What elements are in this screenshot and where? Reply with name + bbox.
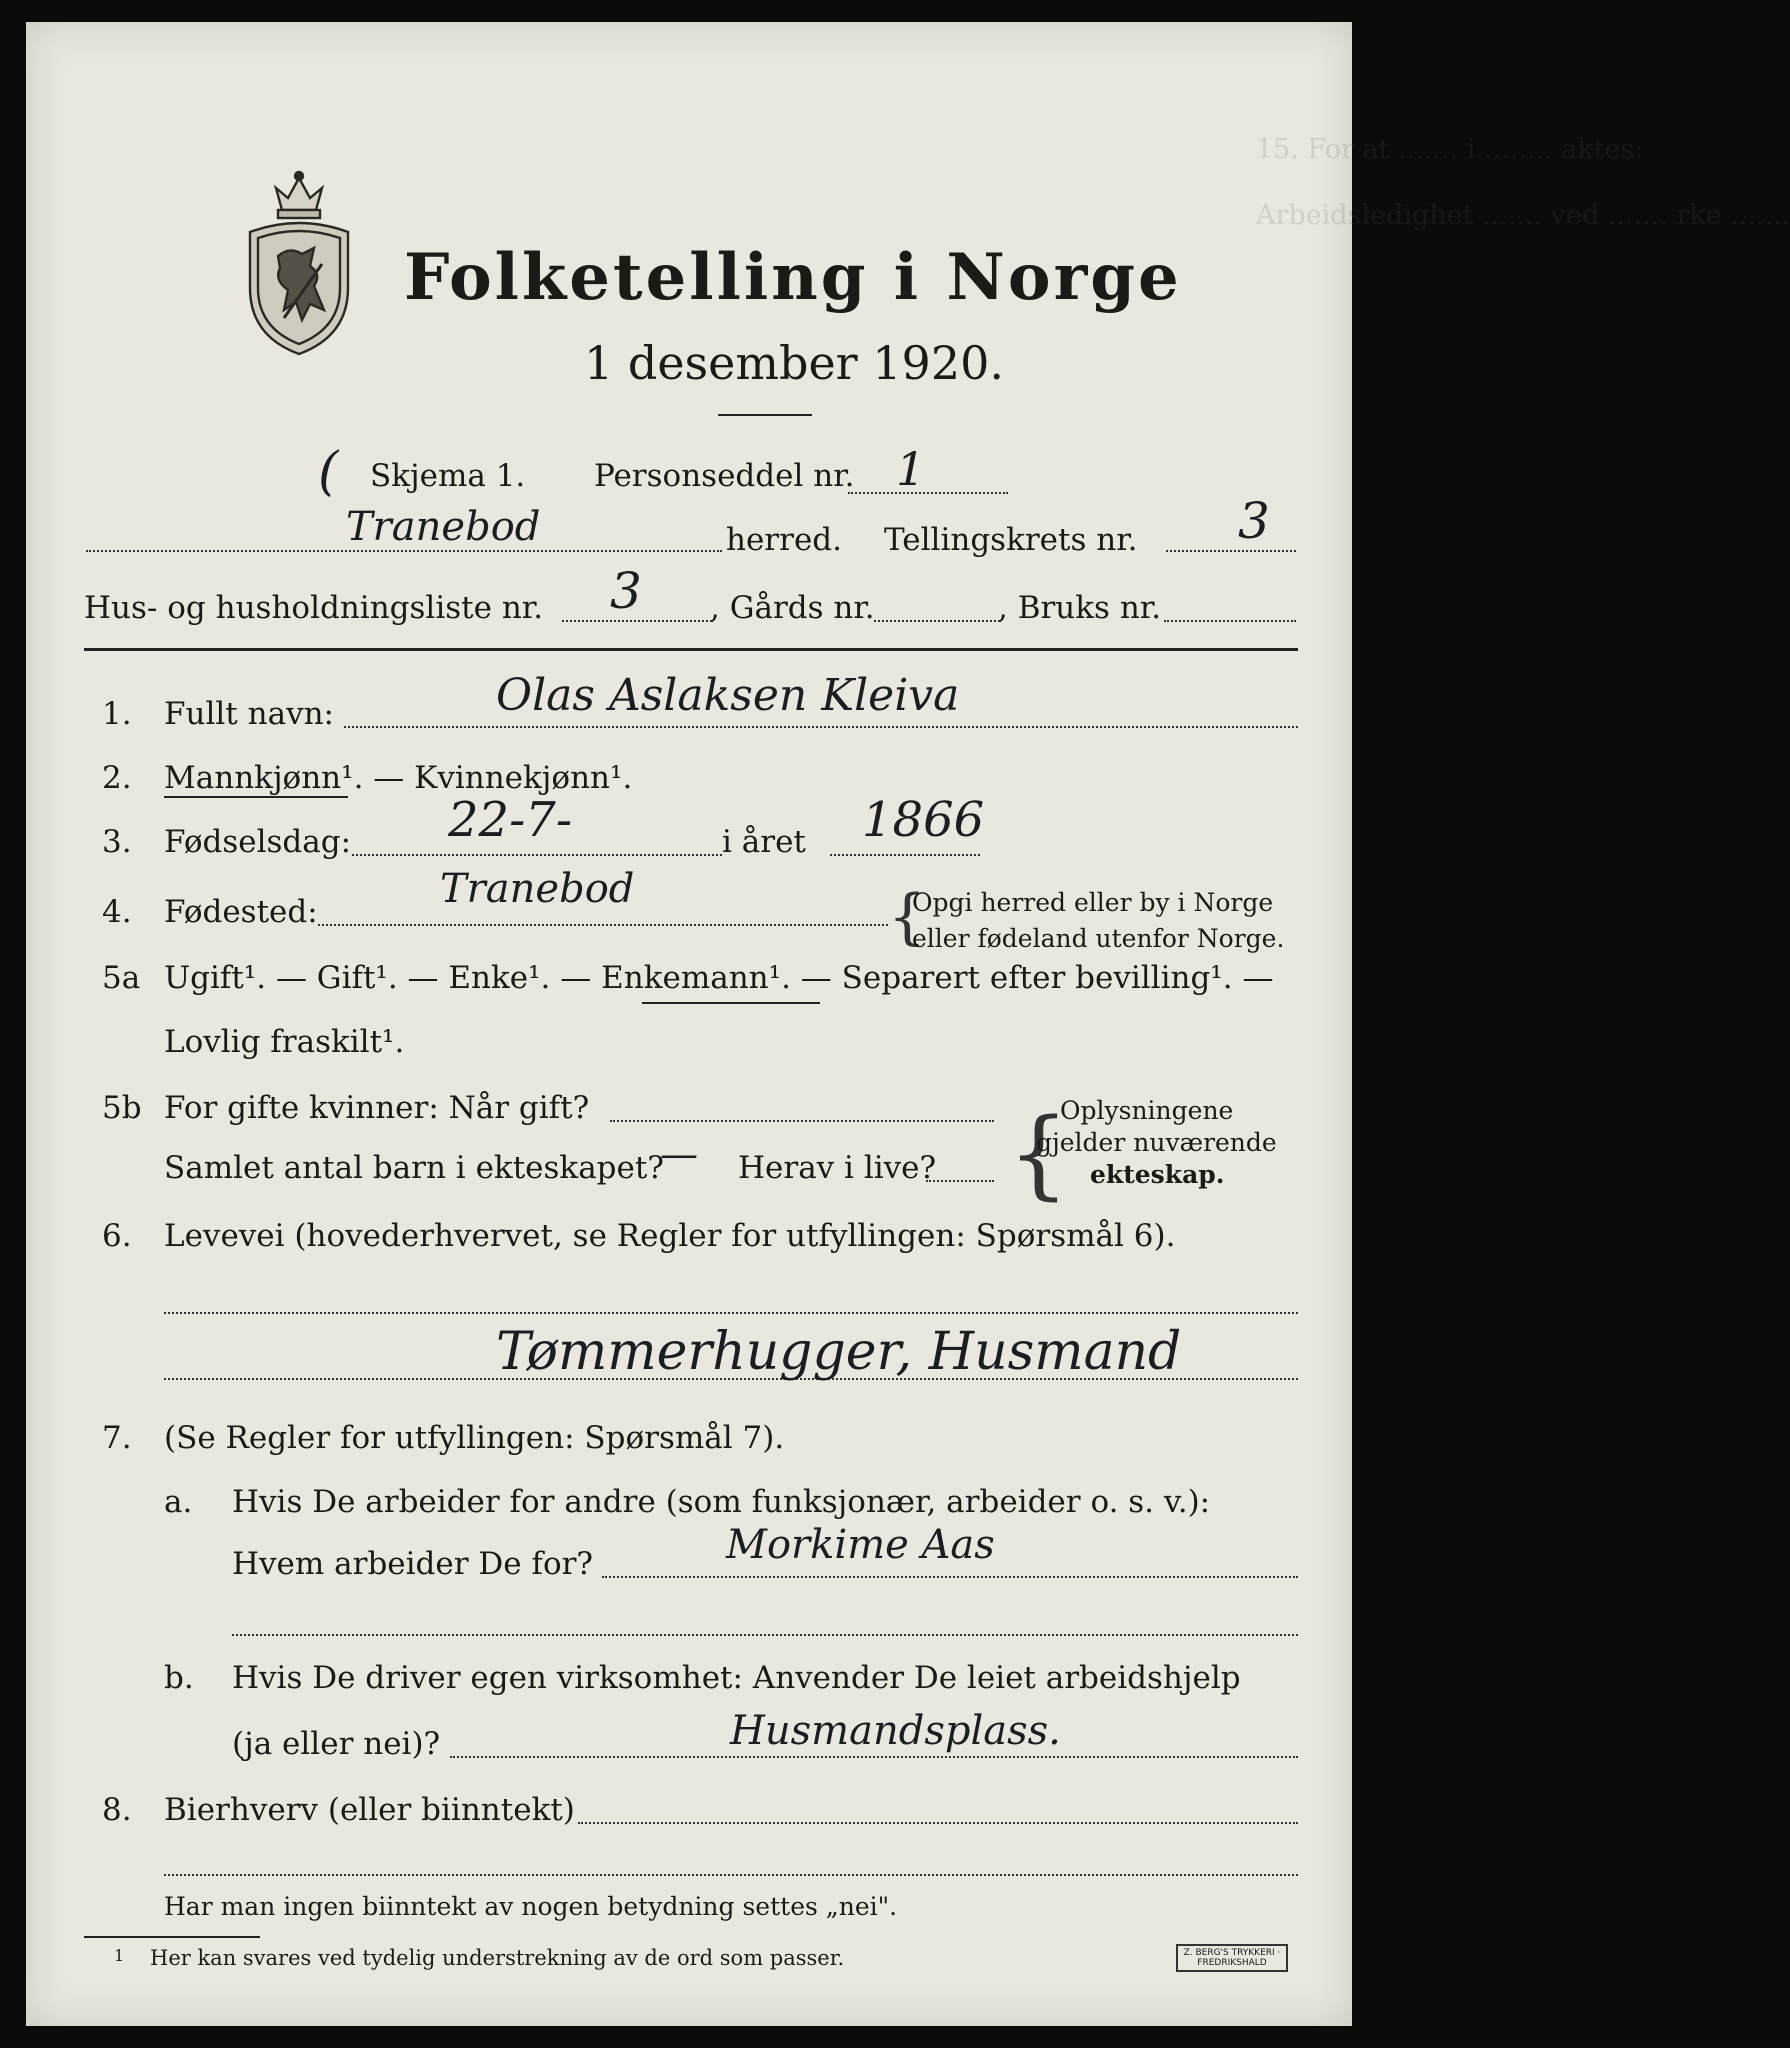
- tellingskrets-label: Tellingskrets nr.: [884, 522, 1138, 558]
- q7-number: 7.: [102, 1420, 132, 1456]
- q6-number: 6.: [102, 1218, 132, 1254]
- q4-line: [318, 924, 888, 926]
- bleed-text: 15. For at ....... i ........ aktes:: [1256, 134, 1644, 165]
- q6-value: Tømmerhugger, Husmand: [496, 1322, 1182, 1382]
- printer-stamp: Z. BERG'S TRYKKERI · FREDRIKSHALD: [1176, 1944, 1288, 1972]
- q8-number: 8.: [102, 1792, 132, 1828]
- q5b-label-1: For gifte kvinner: Når gift?: [164, 1090, 590, 1126]
- title-divider: [718, 414, 812, 416]
- footnote-rule: [84, 1936, 260, 1938]
- q5b-label-2: Samlet antal barn i ekteskapet?: [164, 1150, 664, 1186]
- q1-label: Fullt navn:: [164, 696, 334, 732]
- q4-note-1: Opgi herred eller by i Norge: [912, 888, 1274, 917]
- q5b-label-3: Herav i live?: [738, 1150, 937, 1186]
- q2-male: Mannkjønn¹.: [164, 760, 364, 796]
- q4-value: Tranebod: [440, 866, 635, 912]
- husliste-value: 3: [610, 562, 642, 620]
- tellingskrets-value: 3: [1238, 492, 1270, 550]
- nei-instruction: Har man ingen biinntekt av nogen betydning settes „nei".: [164, 1892, 898, 1921]
- q4-brace: {: [888, 882, 927, 952]
- q6-line-1: [164, 1312, 1298, 1314]
- q7b-line: [450, 1756, 1298, 1758]
- q4-label: Fødested:: [164, 894, 318, 930]
- q5b-number: 5b: [102, 1090, 142, 1126]
- husliste-line: [562, 620, 712, 622]
- personseddel-line: [848, 492, 1008, 494]
- q3-year-line: [830, 854, 980, 856]
- q8-label: Bierhverv (eller biinntekt): [164, 1792, 575, 1828]
- q1-number: 1.: [102, 696, 132, 732]
- q5b-note-2: gjelder nuværende: [1036, 1128, 1277, 1157]
- q7a-value: Morkime Aas: [726, 1522, 995, 1568]
- q2-number: 2.: [102, 760, 132, 796]
- q7b-letter: b.: [164, 1660, 194, 1696]
- q4-note-2: eller fødeland utenfor Norge.: [912, 924, 1285, 953]
- q7a-text: Hvis De arbeider for andre (som funksjonær, arbeider o. s. v.):: [232, 1484, 1211, 1520]
- header-rule: [84, 648, 1298, 651]
- q8-line-2: [164, 1874, 1298, 1876]
- herred-label: herred.: [726, 522, 842, 558]
- q5b-brace: {: [1008, 1098, 1070, 1210]
- q2-female: Kvinnekjønn¹.: [414, 760, 633, 796]
- q2-male-underline: [164, 796, 348, 798]
- footnote-number: 1: [114, 1946, 125, 1965]
- husliste-label: Hus- og husholdningsliste nr.: [84, 590, 544, 626]
- q7b-text: Hvis De driver egen virksomhet: Anvender De leiet arbeidshjelp: [232, 1660, 1241, 1696]
- q2-options: [164, 760, 632, 796]
- personseddel-value: 1: [896, 442, 926, 496]
- q7a-line-1: [602, 1576, 1298, 1578]
- herred-line: [86, 550, 722, 552]
- footnote-text: Her kan svares ved tydelig understrekning av de ord som passer.: [150, 1946, 845, 1970]
- norwegian-lion-crest-icon: [244, 170, 354, 358]
- q7-label: (Se Regler for utfyllingen: Spørsmål 7).: [164, 1420, 785, 1456]
- q2-separator: —: [363, 760, 415, 796]
- q7a-line-2: [232, 1634, 1298, 1636]
- handwritten-bracket: (: [318, 442, 339, 502]
- q5b-note-3: ekteskap.: [1090, 1160, 1225, 1189]
- q7b-value: Husmandsplass.: [730, 1708, 1061, 1754]
- bruks-line: [1164, 620, 1296, 622]
- page-title: Folketelling i Norge: [404, 240, 1182, 315]
- gards-label: , Gårds nr.: [710, 590, 875, 626]
- q7b-label: (ja eller nei)?: [232, 1726, 441, 1762]
- bleed-text: Arbeidsledighet ....... ved ....... rke .......: [1256, 200, 1790, 231]
- q3-number: 3.: [102, 824, 132, 860]
- q7a-letter: a.: [164, 1484, 193, 1520]
- q3-year-label: i året: [722, 824, 806, 860]
- personseddel-label: Personseddel nr.: [594, 458, 855, 494]
- q6-label: Levevei (hovederhvervet, se Regler for utfyllingen: Spørsmål 6).: [164, 1218, 1176, 1254]
- herred-value: Tranebod: [346, 504, 541, 550]
- gards-line: [874, 620, 1000, 622]
- q1-value: Olas Aslaksen Kleiva: [496, 670, 960, 721]
- q5a-enkemann-underline: [642, 1002, 820, 1004]
- census-form-page: [26, 22, 1790, 2026]
- q5b-note-1: Oplysningene: [1060, 1096, 1234, 1125]
- q5a-options-2: Lovlig fraskilt¹.: [164, 1024, 405, 1060]
- q3-value: 22-7-: [448, 792, 573, 848]
- q3-line: [352, 854, 722, 856]
- tellingskrets-line: [1166, 550, 1296, 552]
- skjema-label: Skjema 1.: [370, 458, 526, 494]
- q5b-line-2: [926, 1180, 994, 1182]
- q5b-line-1: [610, 1120, 994, 1122]
- q3-label: Fødselsdag:: [164, 824, 352, 860]
- q1-line: [344, 726, 1298, 728]
- q5a-options: Ugift¹. — Gift¹. — Enke¹. — Enkemann¹. — Separert efter bevilling¹. —: [164, 960, 1274, 996]
- q5b-mark: —: [660, 1132, 698, 1176]
- q3-year-value: 1866: [862, 792, 985, 848]
- q4-number: 4.: [102, 894, 132, 930]
- q8-line-1: [578, 1822, 1298, 1824]
- census-date: 1 desember 1920.: [584, 336, 1004, 390]
- bruks-label: , Bruks nr.: [998, 590, 1162, 626]
- q7a-label: Hvem arbeider De for?: [232, 1546, 594, 1582]
- q5a-number: 5a: [102, 960, 141, 996]
